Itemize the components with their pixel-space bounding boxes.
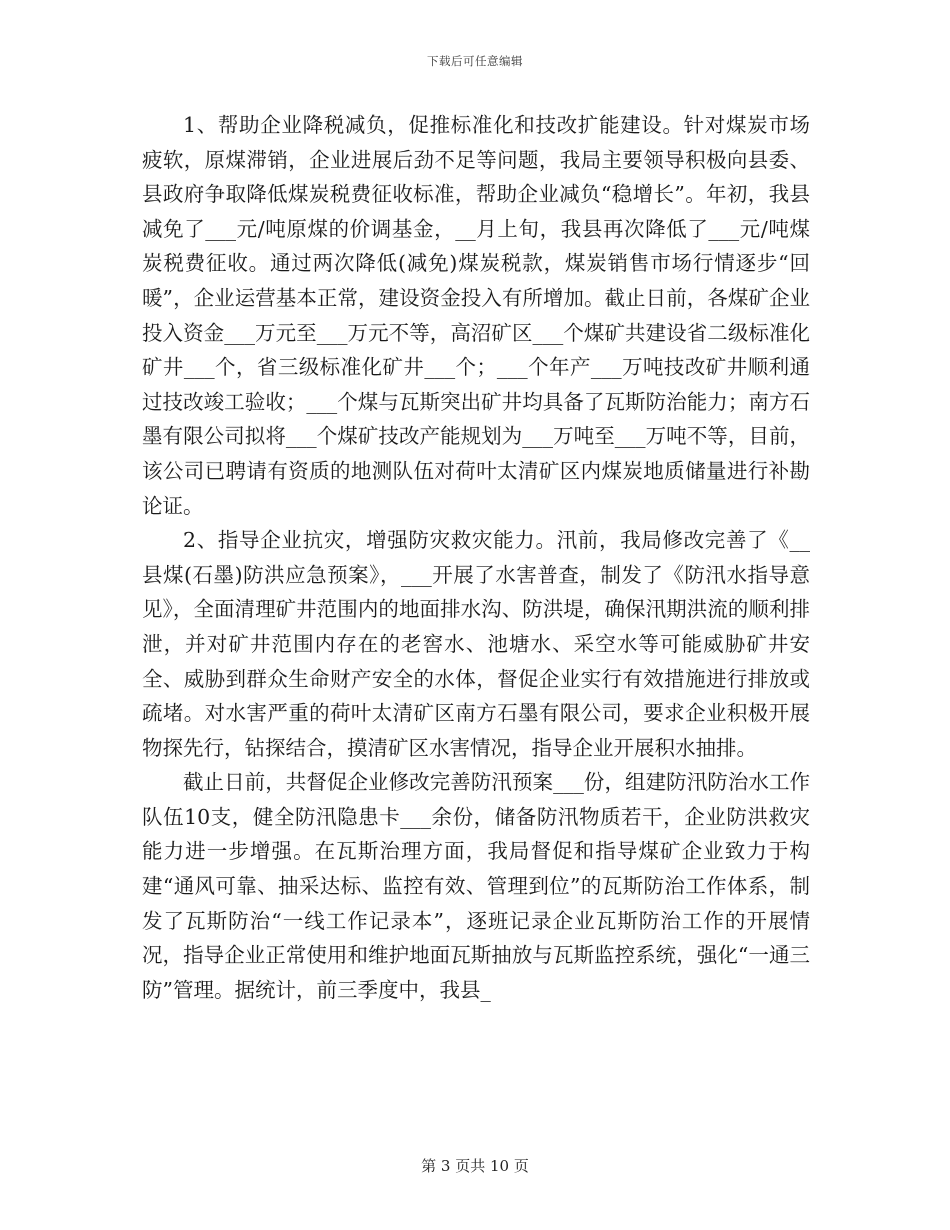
paragraph-disaster-prevention: 2、指导企业抗灾，增强防灾救灾能力。汛前，我局修改完善了《__县煤(石墨)防洪应急预案》，___开展了水害普查，制发了《防汛水指导意见》，全面清理矿井范围内的地面排水沟、防洪堤，确保汛期洪流的顺利排泄，并对矿井范围内存在的老窖水、池塘水、采空水等可能威胁矿井安全、威胁到群众生命财产安全的水体，督促企业实行有效措施进行排放或疏堵。对水害严重的荷叶太清矿区南方石墨有限公司，要求企业积极开展物探先行，钻探结合，摸清矿区水害情况，指导企业开展积水抽排。 [142,528,810,760]
page-header: 下载后可任意编辑 [427,54,523,68]
paragraph-flood-gas-control: 截止日前，共督促企业修改完善防汛预案___份，组建防汛防治水工作队伍10支，健全防汛隐患卡___余份，储备防汛物质若干，企业防洪救灾能力进一步增强。在瓦斯治理方面，我局督促和指导煤矿企业致力于构建“通风可靠、抽采达标、监控有效、管理到位”的瓦斯防治工作体系，制发了瓦斯防治“一线工作记录本”，逐班记录企业瓦斯防治工作的开展情况，指导企业正常使用和维护地面瓦斯抽放与瓦斯监控系统，强化“一通三防”管理。据统计，前三季度中，我县_ [142,770,810,1002]
page-number: 第 3 页共 10 页 [421,1157,529,1175]
document-body [142,108,810,1007]
paragraph-tax-relief: 1、帮助企业降税减负，促推标准化和技改扩能建设。针对煤炭市场疲软，原煤滞销，企业进展后劲不足等问题，我局主要领导积极向县委、县政府争取降低煤炭税费征收标准，帮助企业减负“稳增长”。年初，我县减免了___元/吨原煤的价调基金，__月上旬，我县再次降低了___元/吨煤炭税费征收。通过两次降低(减免)煤炭税款，煤炭销售市场行情逐步“回暖”，企业运营基本正常，建设资金投入有所增加。截止日前，各煤矿企业投入资金___万元至___万元不等，高沼矿区___个煤矿共建设省二级标准化矿井___个，省三级标准化矿井___个；___个年产___万吨技改矿井顺利通过技改竣工验收；___个煤与瓦斯突出矿井均具备了瓦斯防治能力；南方石墨有限公司拟将___个煤矿技改产能规划为___万吨至___万吨不等，目前，该公司已聘请有资质的地测队伍对荷叶太清矿区内煤炭地质储量进行补勘论证。 [142,113,810,518]
